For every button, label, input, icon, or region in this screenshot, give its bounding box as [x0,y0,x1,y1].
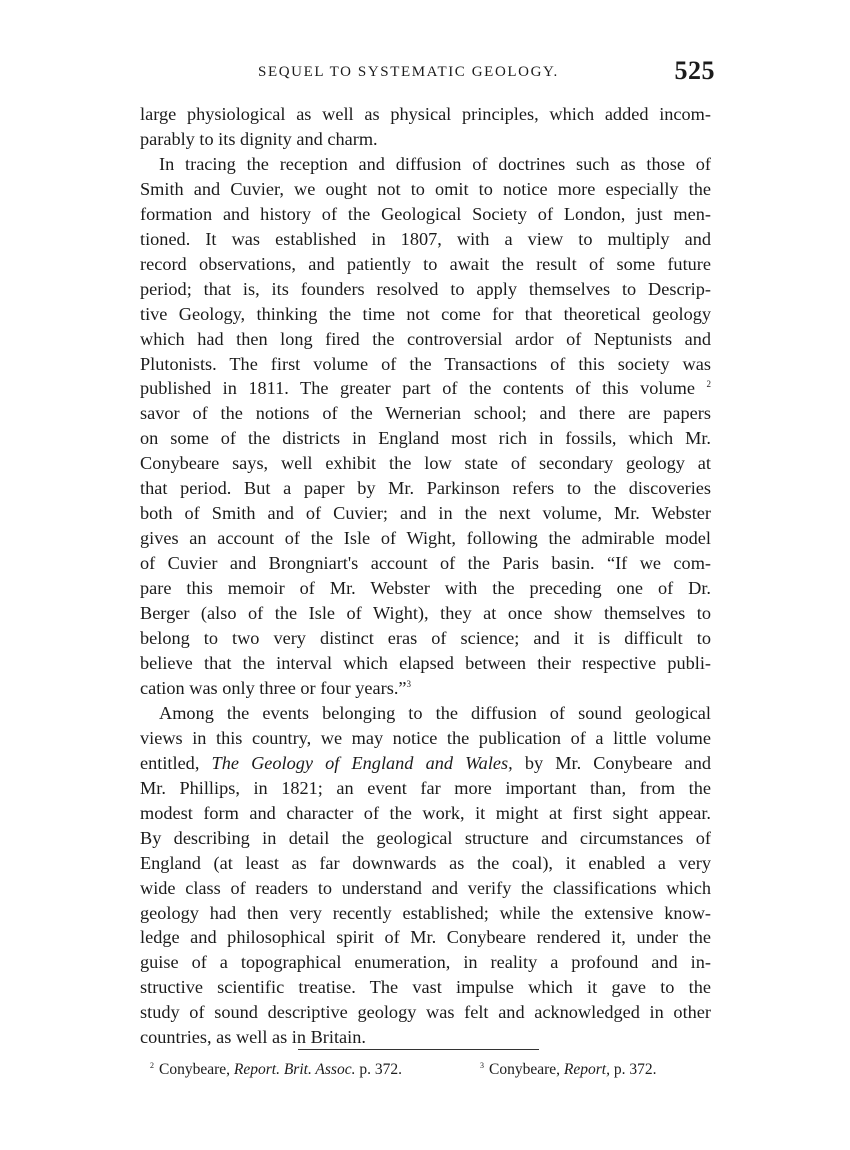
paragraph-2 [140,152,711,701]
text-line: study of sound descriptive geology was felt and acknowledged in other [140,1002,711,1023]
text-line: ledge and philosophical spirit of Mr. Conybeare rendered it, under the [140,927,711,948]
text-line: In tracing the reception and diffusion of doctrines such as those of [159,153,711,174]
footnote-page: p. 372. [609,1061,657,1078]
footnote-reference: 2 [706,379,711,390]
text-line: structive scientific treatise. The vast impulse which it gave to the [140,977,711,998]
text-line: believe that the interval which elapsed between their respective publi- [140,652,711,673]
line-text: published in 1811. The greater part of the contents of this volume [140,378,695,399]
text-line: Smith and Cuvier, we ought not to omit to notice more especially the [140,178,711,199]
text-line: tive Geology, thinking the time not come for that theoretical geology [140,303,711,324]
text-line: record observations, and patiently to await the result of some future [140,253,711,274]
footnote-3 [480,1060,656,1080]
text-line: of Cuvier and Brongniart's account of the Paris basin. “If we com- [140,553,711,574]
text-line: period; that is, its founders resolved to apply themselves to Descrip- [140,278,711,299]
text-line: that period. But a paper by Mr. Parkinson refers to the discoveries [140,478,711,499]
text-line: which had then long fired the controversial ardor of Neptunists and [140,328,711,349]
footnote-reference: 3 [406,678,411,689]
text-line: formation and history of the Geological Society of London, just men- [140,203,711,224]
text-line: tioned. It was established in 1807, with a view to multiply and [140,228,711,249]
text-line: Among the events belonging to the diffusion of sound geological [159,702,711,723]
text-line: large physiological as well as physical principles, which added incom- [140,104,711,124]
running-title: SEQUEL TO SYSTEMATIC GEOLOGY. [258,64,559,80]
footnote-divider [298,1049,539,1050]
text-line-with-title [140,751,711,776]
footnote-2 [150,1060,402,1080]
footnote-author: Conybeare, [489,1061,564,1078]
text-line: Mr. Phillips, in 1821; an event far more important than, from the [140,777,711,798]
text-line: parably to its dignity and charm. [140,128,378,149]
text-line: By describing in detail the geological structure and circumstances of [140,827,711,848]
paragraph-3 [140,701,711,1050]
footnote-title: Report, [563,1061,610,1078]
text-line: Berger (also of the Isle of Wight), they at once show themselves to [140,603,711,624]
page-header [140,56,715,94]
text-line: gives an account of the Isle of Wight, following the admirable model [140,528,711,549]
text-line: on some of the districts in England most rich in fossils, which Mr. [140,428,711,449]
text-line: countries, as well as in Britain. [140,1027,366,1048]
text-line: guise of a topographical enumeration, in reality a profound and in- [140,952,711,973]
text-line: geology had then very recently established; while the extensive know- [140,902,711,923]
footnote-mark: 3 [480,1061,484,1070]
footnote-author: Conybeare, [159,1061,234,1078]
body-text [140,102,711,1050]
footnote-mark: 2 [150,1061,154,1070]
text-line: England (at least as far downwards as the coal), it enabled a very [140,852,711,873]
book-title: The Geology of England and Wales, [211,752,513,773]
text-line: savor of the notions of the Wernerian school; and there are papers [140,403,711,424]
text-line: Plutonists. The first volume of the Transactions of this society was [140,353,711,374]
line-text: by Mr. Conybeare and [512,752,711,773]
text-line-with-note [140,376,711,401]
text-line: Conybeare says, well exhibit the low state of secondary geology at [140,453,711,474]
text-line: both of Smith and of Cuvier; and in the next volume, Mr. Webster [140,503,711,524]
footnote-page: p. 372. [355,1061,402,1078]
text-line-with-note [140,676,711,701]
text-line: modest form and character of the work, it might at first sight appear. [140,802,711,823]
text-line: views in this country, we may notice the publication of a little volume [140,727,711,748]
line-text: entitled, [140,752,212,773]
text-line: wide class of readers to understand and verify the classifications which [140,877,711,898]
page-number: 525 [674,56,715,85]
line-text: cation was only three or four years.” [140,677,407,698]
paragraph-1 [140,102,711,152]
text-line: belong to two very distinct eras of science; and it is difficult to [140,628,711,649]
text-line: pare this memoir of Mr. Webster with the preceding one of Dr. [140,578,711,599]
footnote-title: Report. Brit. Assoc. [233,1061,356,1078]
